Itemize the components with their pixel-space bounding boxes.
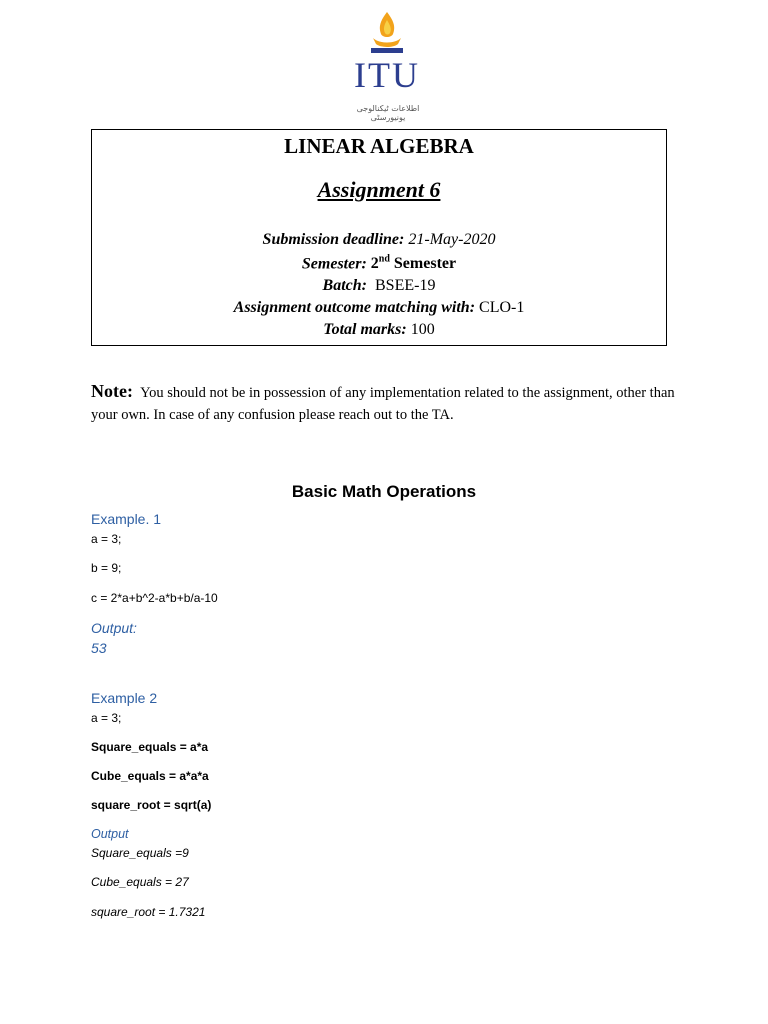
- semester-value: [371, 255, 456, 272]
- note-paragraph: [91, 380, 681, 426]
- example2-heading: Example 2: [91, 690, 158, 706]
- semester-label: Semester:: [301, 255, 367, 273]
- example1-output-label: Output:: [91, 620, 137, 636]
- example1-output-value: 53: [91, 640, 107, 656]
- example2-line-a: a = 3;: [91, 711, 122, 725]
- assignment-title: Assignment 6: [317, 177, 441, 202]
- marks-line: [92, 321, 666, 339]
- deadline-line: [92, 231, 666, 249]
- batch-label: Batch:: [322, 277, 367, 294]
- deadline-value: 21-May-2020: [408, 231, 496, 248]
- course-title: LINEAR ALGEBRA: [284, 134, 474, 158]
- semester-suffix: nd: [378, 254, 390, 265]
- assignment-info-box: [91, 129, 667, 346]
- example1-heading: Example. 1: [91, 511, 162, 527]
- logo-letters: ITU: [354, 55, 420, 95]
- example2-line-square: Square_equals = a*a: [91, 740, 209, 754]
- outcome-value: CLO-1: [479, 299, 525, 316]
- batch-value: BSEE-19: [375, 277, 436, 294]
- outcome-label: Assignment outcome matching with:: [233, 299, 476, 316]
- marks-value: 100: [410, 321, 435, 338]
- example1-line-c: c = 2*a+b^2-a*b+b/a-10: [91, 591, 218, 605]
- example2-line-sqrt: square_root = sqrt(a): [91, 798, 212, 812]
- example1-line-a: a = 3;: [91, 532, 122, 546]
- example2-line-cube: Cube_equals = a*a*a: [91, 769, 209, 783]
- batch-line: [92, 277, 666, 295]
- example2-output-square: Square_equals =9: [91, 846, 189, 860]
- section-title: Basic Math Operations: [291, 482, 477, 501]
- example2-output-label: Output: [91, 827, 129, 841]
- semester-word: Semester: [393, 255, 457, 273]
- semester-number: 2: [370, 255, 379, 273]
- marks-label: Total marks:: [323, 321, 407, 338]
- logo-arabic-text: اطلاعات ٹیکنالوجی یونیورسٹی: [356, 104, 420, 122]
- example2-output-cube: Cube_equals = 27: [91, 875, 189, 889]
- university-logo: [351, 10, 423, 122]
- example2-output-sqrt: square_root = 1.7321: [91, 905, 206, 919]
- note-text: You should not be in possession of any implementation related to the assignment, other than your own. In case of any confusion please reach out to the TA.: [91, 385, 675, 423]
- note-label: Note:: [91, 381, 133, 401]
- example1-line-b: b = 9;: [91, 561, 122, 575]
- outcome-line: [92, 299, 666, 317]
- semester-line: [92, 254, 666, 273]
- deadline-label: Submission deadline:: [262, 231, 405, 248]
